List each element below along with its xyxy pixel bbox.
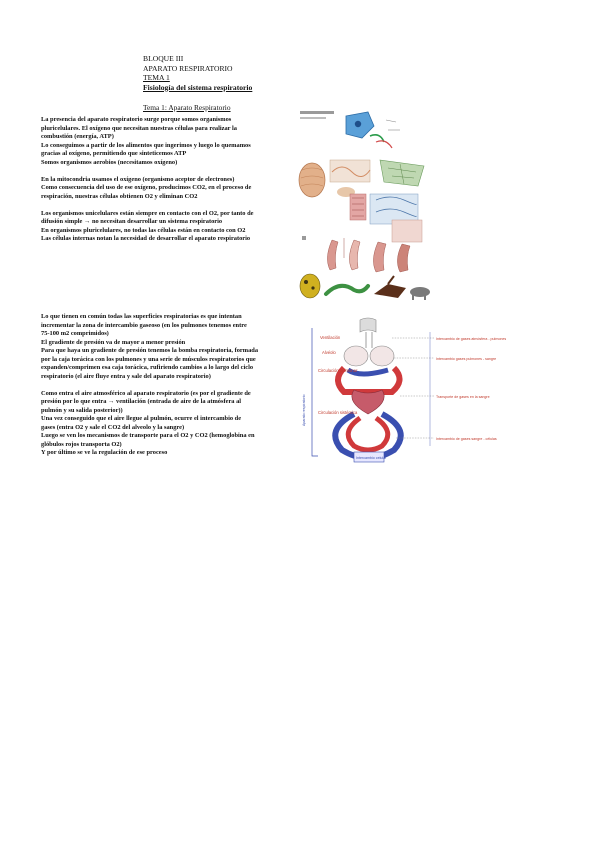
text-line: Una vez conseguido que el aire llegue al pulmón, ocurre el intercambio de [41, 415, 242, 422]
text-line: La presencia del aparato respiratorio surge porque somos organismos [41, 116, 232, 123]
text-line: pulmón y su salida posterior)) [41, 406, 123, 414]
text-line: glóbulos rojos transporta O2) [41, 440, 122, 448]
label-ventilation: Ventilación [320, 335, 341, 340]
text-line: Luego se ven los mecanismos de transporte para el O2 y CO2 (hemoglobina en [41, 432, 255, 439]
text-line: incrementar la zona de intercambio gaseoso (en los pulmones tenemos entre [41, 321, 247, 329]
text-line: Para que haya un gradiente de presión tenemos la bomba respiratoria, formada [41, 347, 259, 354]
text-line: combustión (energía, ATP) [41, 133, 114, 140]
text-line: gracias al oxígeno, permitiendo que sinteticemos ATP [41, 150, 187, 157]
text-line: por la caja torácica con los pulmones y una serie de músculos respiratorios que [41, 355, 256, 363]
block-title: BLOQUE III [143, 54, 184, 63]
label-pulmonary-circulation: Circulación pulmonar [318, 368, 358, 373]
text-line: difusión simple → no necesitan desarrollar un sistema respiratorio [41, 218, 223, 225]
text-line: Los organismos unicelulares están siempre en contacto con el O2, por tanto de [41, 209, 254, 217]
subject-title: APARATO RESPIRATORIO [143, 63, 233, 73]
text-line: presión por lo que entra → ventilación (entrada de aire de la atmósfera al [41, 398, 242, 405]
bottom-label: Intercambio celular [356, 456, 387, 460]
section-title: Tema 1: Aparato Respiratorio [143, 103, 231, 112]
label-alveolus: Alvéolo [322, 350, 336, 355]
text-line: En la mitocondria usamos el oxígeno (organismo aceptor de electrones) [41, 175, 235, 183]
respiratory-organs-figure [296, 108, 434, 304]
text-line: respiración, nuestras células obtienen O2 y eliminan CO2 [41, 192, 198, 200]
topic-number: TEMA 1 [143, 73, 170, 83]
label-systemic-circulation: Circulación sistémica [318, 410, 358, 415]
topic-title: Fisiología del sistema respiratorio [143, 82, 253, 92]
text-line: gases (entra O2 y sale el CO2 del alveolo y la sangre) [41, 423, 185, 431]
text-line: Y por último se ve la regulación de ese proceso [41, 449, 168, 456]
text-line: El gradiente de presión va de mayor a menor presión [41, 338, 186, 346]
text-line: Las células internas notan la necesidad de desarrollar el aparato respiratorio [41, 235, 251, 242]
respiratory-process-figure [296, 318, 507, 474]
text-line: Como entra el aire atmosférico al aparato respiratorio (es por el gradiente de [41, 389, 251, 397]
text-block-ventilation [41, 313, 293, 458]
label-gas-transport: Transporte de gases en la sangre [436, 395, 490, 399]
text-line: Somos organismos aerobios (necesitamos oxígeno) [41, 158, 178, 166]
text-block-intro [41, 116, 293, 244]
text-line: respiratorio (el aire fluye entra y sale del aparato respiratorio) [41, 372, 211, 380]
document-header [143, 54, 252, 92]
text-line: Lo que tienen en común todas las superficies respiratorias es que intentan [41, 313, 242, 320]
text-line: 75-100 m2 comprimidos) [41, 330, 109, 337]
label-exchange-atmosphere-lungs: Intercambio de gases atmósfera - pulmones [436, 337, 507, 341]
text-line: expanden/comprimen esa caja torácica, rufiriendo cambios a lo largo del ciclo [41, 364, 254, 371]
label-exchange-blood-cells: Intercambio de gases sangre - células [436, 437, 497, 441]
vertical-label: Aparato respiratorio [302, 394, 306, 426]
text-line: Como consecuencia del uso de ese oxígeno, producimos CO2, en el proceso de [41, 184, 252, 191]
text-line: Lo conseguimos a partir de los alimentos que ingerimos y luego lo quemamos [41, 141, 251, 149]
text-line: pluricelulares. El oxígeno que necesitan nuestras células para realizar la [41, 124, 237, 132]
label-exchange-lungs-blood: Intercambio gases pulmones - sangre [436, 357, 497, 361]
text-line: En organismos pluricelulares, no todas las células están en contacto con O2 [41, 226, 246, 234]
